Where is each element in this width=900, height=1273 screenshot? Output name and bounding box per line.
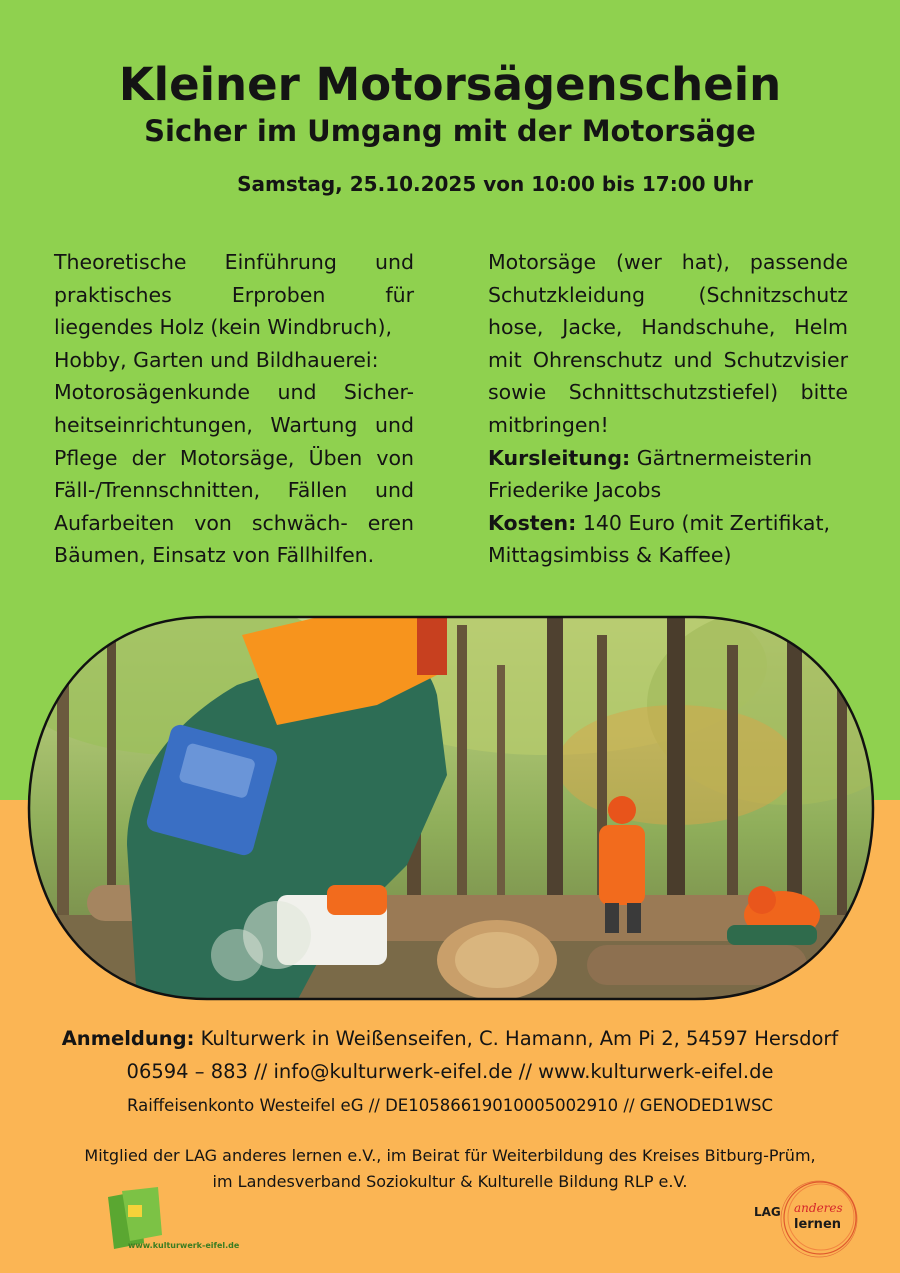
- costs-label: Kosten:: [488, 510, 577, 535]
- event-date: Samstag, 25.10.2025 von 10:00 bis 17:00 Uhr: [237, 172, 753, 196]
- description-line: liegendes Holz (kein Windbruch),: [54, 315, 393, 340]
- page-title: Kleiner Motorsägenschein: [118, 58, 782, 111]
- kulturwerk-logo-url: www.kulturwerk-eifel.de: [128, 1241, 240, 1250]
- registration-line: [0, 1027, 900, 1050]
- description-line: Bäumen, Einsatz von Fällhilfen.: [54, 543, 375, 568]
- description-line: Motorosägenkunde und Sicher-: [54, 380, 414, 405]
- instructor-value: Gärtnermeisterin Friederike Jacobs: [488, 445, 813, 503]
- description-line: Pflege der Motorsäge, Üben von: [54, 445, 414, 470]
- lag-text: LAG: [754, 1205, 781, 1219]
- description-line: Theoretische Einführung und: [54, 250, 414, 274]
- membership-line-2: im Landesverband Soziokultur & Kulturelle Bildung RLP e.V.: [212, 1172, 688, 1191]
- description-line: Hobby, Garten und Bildhauerei:: [54, 347, 379, 372]
- registration-contact: 06594 – 883 // info@kulturwerk-eifel.de // www.kulturwerk-eifel.de: [126, 1060, 774, 1083]
- description-line: Aufarbeiten von schwäch- eren: [54, 510, 414, 535]
- instructor-info: [488, 442, 848, 507]
- instructor-label: Kursleitung:: [488, 445, 631, 470]
- lag-anderes-lernen-logo: [748, 1170, 868, 1266]
- anderes-text: anderes: [794, 1201, 843, 1215]
- membership-line-1: Mitglied der LAG anderes lernen e.V., im Beirat für Weiterbildung des Kreises Bitburg-Prüm,: [84, 1146, 816, 1165]
- costs-info: [488, 507, 848, 572]
- bank-details: Raiffeisenkonto Westeifel eG // DE10586619010005002910 // GENODED1WSC: [127, 1096, 773, 1115]
- page-subtitle: Sicher im Umgang mit der Motorsäge: [144, 114, 756, 148]
- forest-chainsaw-photo: [27, 615, 875, 1001]
- description-line: Fäll-/Trennschnitten, Fällen und: [54, 478, 414, 503]
- costs-value: 140 Euro (mit Zertifikat, Mittagsimbiss & Kaffee): [488, 510, 831, 568]
- course-details: [488, 246, 848, 572]
- registration-address: Kulturwerk in Weißenseifen, C. Hamann, Am Pi 2, 54597 Hersdorf: [200, 1027, 839, 1050]
- description-line: praktisches Erproben für: [54, 282, 414, 307]
- course-description: [54, 246, 414, 572]
- registration-label: Anmeldung:: [61, 1027, 195, 1050]
- description-line: heitseinrichtungen, Wartung und: [54, 412, 414, 437]
- lernen-text: lernen: [794, 1217, 842, 1232]
- equipment-text: Motorsäge (wer hat), passende Schutzkleidung (Schnitzschutz hose, Jacke, Handschuhe, Helm mit Ohrenschutz und Schutzvisier sowie Schnittschutzstiefel) bitte mitbringen!: [488, 250, 848, 437]
